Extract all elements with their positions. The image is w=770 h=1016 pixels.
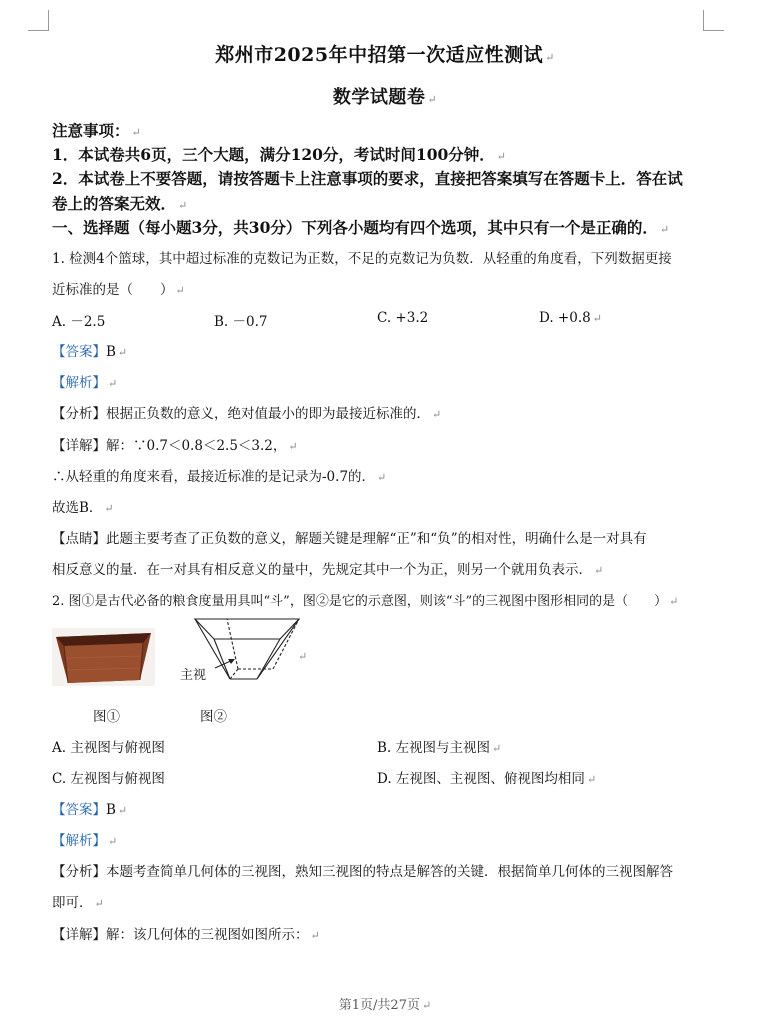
q2-detail — [52, 923, 320, 943]
q2-figure-1-caption: 图① — [93, 709, 120, 725]
q1-answer — [52, 340, 127, 360]
return-mark-icon: ↵ — [592, 312, 602, 325]
return-mark-icon: ↵ — [594, 564, 604, 577]
return-mark-icon: ↵ — [669, 595, 679, 608]
q1-comment-line-2-text: 相反意义的量．在一对具有相反意义的量中，先规定其中一个为正，则另一个就用负表示． — [52, 562, 592, 578]
q1-fenxi-tag: 【分析】 — [52, 406, 106, 422]
notice-item-2-line-1 — [52, 167, 683, 189]
return-mark-icon: ↵ — [492, 742, 502, 755]
page-number: 第1页/共27页 — [338, 998, 420, 1013]
q1-fenxi — [52, 402, 441, 422]
q1-option-d-text: D. +0.8 — [539, 310, 591, 326]
q2-analysis-tag: 【解析】 — [52, 833, 106, 849]
return-mark-icon: ↵ — [104, 502, 114, 515]
return-mark-icon: ↵ — [178, 199, 188, 212]
doc-subtitle-text: 数学试题卷 — [332, 87, 426, 108]
q2-stem — [52, 590, 678, 609]
q2-figure-2-caption: 图② — [200, 709, 227, 725]
notice-item-1-text: 1．本试卷共6页，三个大题，满分120分，考试时间100分钟． — [52, 145, 495, 164]
return-mark-icon: ↵ — [108, 377, 118, 390]
q1-option-a: A. －2.5 — [52, 314, 106, 330]
return-mark-icon: ↵ — [298, 650, 308, 663]
doc-title-text: 郑州市2025年中招第一次适应性测试 — [215, 44, 544, 66]
q1-comment-tag: 【点睛】 — [52, 531, 106, 547]
return-mark-icon: ↵ — [131, 126, 141, 139]
q1-fenxi-text: 根据正负数的意义，绝对值最小的即为最接近标准的． — [106, 406, 430, 422]
notice-heading-text: 注意事项： — [52, 121, 130, 140]
q1-analysis-tag: 【解析】 — [52, 375, 106, 391]
q2-option-a: A. 主视图与俯视图 — [52, 740, 165, 756]
q2-figure-1-photo — [52, 628, 155, 686]
q1-answer-tag: 【答案】 — [52, 344, 106, 360]
doc-subtitle — [0, 83, 770, 109]
return-mark-icon: ↵ — [659, 223, 670, 236]
q2-detail-tag: 【详解】 — [52, 927, 106, 943]
q2-fenxi-line-1-text: 本题考查简单几何体的三视图，熟知三视图的特点是解答的关键．根据简单几何体的三视图解答 — [106, 864, 673, 880]
return-mark-icon: ↵ — [94, 897, 104, 910]
return-mark-icon: ↵ — [117, 346, 128, 359]
q1-comment-line-1-text: 此题主要考查了正负数的意义，解题关键是理解“正”和“负”的相对性，明确什么是一对具有 — [106, 531, 647, 547]
crop-mark-tr-v — [703, 10, 704, 30]
q2-fenxi-line-1 — [52, 860, 673, 880]
q1-conclusion-text: 故选B． — [52, 500, 103, 516]
return-mark-icon: ↵ — [427, 93, 438, 106]
crop-mark-tl-h — [28, 30, 49, 31]
q2-option-b-text: B. 左视图与主视图 — [377, 740, 491, 756]
q1-stem-line-2-text: 近标准的是（ ） — [52, 282, 174, 298]
q2-fenxi-line-2-text: 即可． — [52, 895, 93, 911]
page-footer — [0, 994, 770, 1013]
crop-mark-tr-h — [703, 30, 724, 31]
q2-answer — [52, 798, 127, 818]
q1-comment-line-1 — [52, 527, 647, 547]
q2-answer-value: B — [106, 802, 116, 818]
q1-option-c: C. +3.2 — [377, 310, 429, 326]
q2-option-d-text: D. 左视图、主视图、俯视图均相同 — [377, 771, 585, 787]
notice-item-2-line-1-text: 2．本试卷上不要答题，请按答题卡上注意事项的要求，直接把答案填写在答题卡上．答在试 — [52, 169, 683, 188]
crop-mark-tl-v — [48, 10, 49, 30]
notice-heading — [52, 119, 141, 141]
q2-analysis — [52, 829, 117, 849]
q2-option-c: C. 左视图与俯视图 — [52, 771, 165, 787]
q2-answer-tag: 【答案】 — [52, 802, 106, 818]
return-mark-icon: ↵ — [496, 150, 506, 163]
q1-stem-line-1 — [52, 247, 672, 267]
return-mark-icon: ↵ — [432, 408, 442, 421]
notice-item-2-line-2 — [52, 192, 187, 214]
q1-comment-line-2 — [52, 558, 603, 578]
q1-detail — [52, 434, 298, 454]
q2-stem-text: 2. 图①是古代必备的粮食度量用具叫“斗”，图②是它的示意图，则该“斗”的三视图中图形相同的是（ ） — [52, 594, 668, 609]
q2-option-d — [377, 767, 596, 787]
doc-title — [0, 40, 770, 67]
q1-detail-tag: 【详解】 — [52, 438, 106, 454]
return-mark-icon: ↵ — [175, 284, 185, 297]
section-1-heading — [52, 216, 669, 238]
q1-detail-2 — [52, 465, 386, 485]
q1-conclusion — [52, 496, 114, 516]
return-mark-icon: ↵ — [117, 804, 128, 817]
q2-view-label: 主视 — [180, 668, 207, 683]
q1-analysis — [52, 371, 117, 391]
notice-item-1 — [52, 143, 506, 165]
q1-detail-2-text: ∴从轻重的角度来看，最接近标准的是记录为-0.7的． — [52, 469, 376, 485]
return-mark-icon: ↵ — [108, 835, 118, 848]
notice-item-2-line-2-text: 卷上的答案无效． — [52, 194, 177, 213]
q2-option-b — [377, 736, 501, 756]
q1-stem-line-1-text: 1. 检测4个篮球，其中超过标准的克数记为正数，不足的克数记为负数．从轻重的角度看，下列数据更接 — [52, 251, 672, 267]
return-mark-icon: ↵ — [288, 440, 298, 453]
q1-stem-line-2 — [52, 278, 185, 298]
q1-answer-value: B — [106, 344, 116, 360]
q1-detail-text: 解：∵0.7＜0.8＜2.5＜3.2， — [106, 438, 287, 454]
return-mark-icon: ↵ — [377, 471, 387, 484]
q1-option-b: B. －0.7 — [214, 314, 268, 330]
return-mark-icon: ↵ — [545, 51, 555, 64]
q2-detail-text: 解：该几何体的三视图如图所示： — [106, 927, 309, 943]
section-1-heading-text: 一、选择题（每小题3分，共30分）下列各小题均有四个选项，其中只有一个是正确的． — [52, 218, 658, 237]
q1-option-d — [539, 310, 602, 326]
dou-photo-illustration — [52, 628, 155, 686]
return-mark-icon: ↵ — [586, 773, 597, 786]
q2-fenxi-tag: 【分析】 — [52, 864, 106, 880]
return-mark-icon: ↵ — [421, 999, 432, 1012]
q2-fenxi-line-2 — [52, 891, 104, 911]
return-mark-icon: ↵ — [310, 929, 320, 942]
